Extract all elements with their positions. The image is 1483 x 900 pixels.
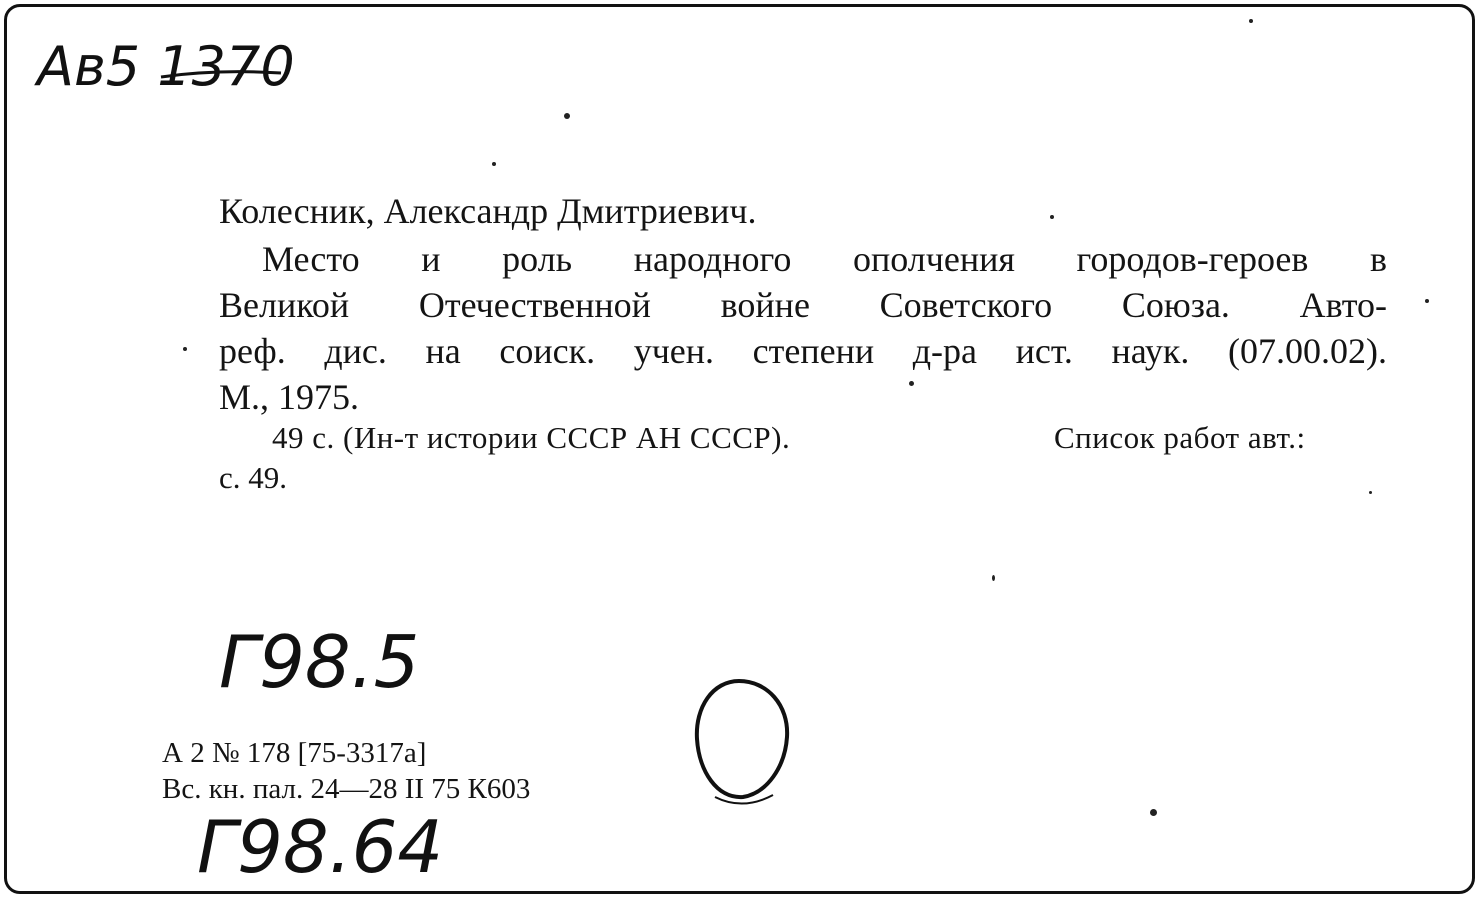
handwritten-class-number: Г98.5: [219, 620, 420, 704]
description-line: Место и роль народного ополчения городов-героев в: [262, 239, 1387, 279]
speck: [1425, 299, 1429, 303]
speck: [909, 381, 914, 386]
handwritten-class-number: Г98.64: [197, 805, 444, 889]
bibliography-page: с. 49.: [219, 460, 288, 495]
speck: [992, 575, 995, 581]
handwritten-shelf-mark-text: Ав5 1370: [37, 35, 295, 98]
shelf-mark-underline: [157, 65, 287, 85]
author-heading: Колесник, Александр Дмитриевич.: [219, 191, 757, 231]
speck: [1249, 19, 1253, 23]
speck: [492, 162, 496, 166]
catalog-card: [4, 4, 1475, 894]
speck: [564, 113, 570, 119]
bibliography-note: Список работ авт.:: [1054, 420, 1306, 455]
description-line: Великой Отечественной войне Советского Союза. Авто-: [219, 285, 1387, 325]
speck: [1050, 215, 1054, 219]
description-line: М., 1975.: [219, 377, 360, 417]
collation-line: 49 с. (Ин-т истории СССР АН СССР).: [272, 420, 791, 455]
description-line: реф. дис. на соиск. учен. степени д-ра ист. наук. (07.00.02).: [219, 331, 1387, 371]
speck: [183, 347, 187, 351]
punch-hole: [687, 675, 797, 815]
speck: [1369, 491, 1372, 494]
registration-line: А 2 № 178 [75-3317а]: [162, 737, 427, 769]
speck: [1150, 809, 1157, 816]
publisher-line: Вс. кн. пал. 24—28 II 75 К603: [162, 773, 531, 805]
